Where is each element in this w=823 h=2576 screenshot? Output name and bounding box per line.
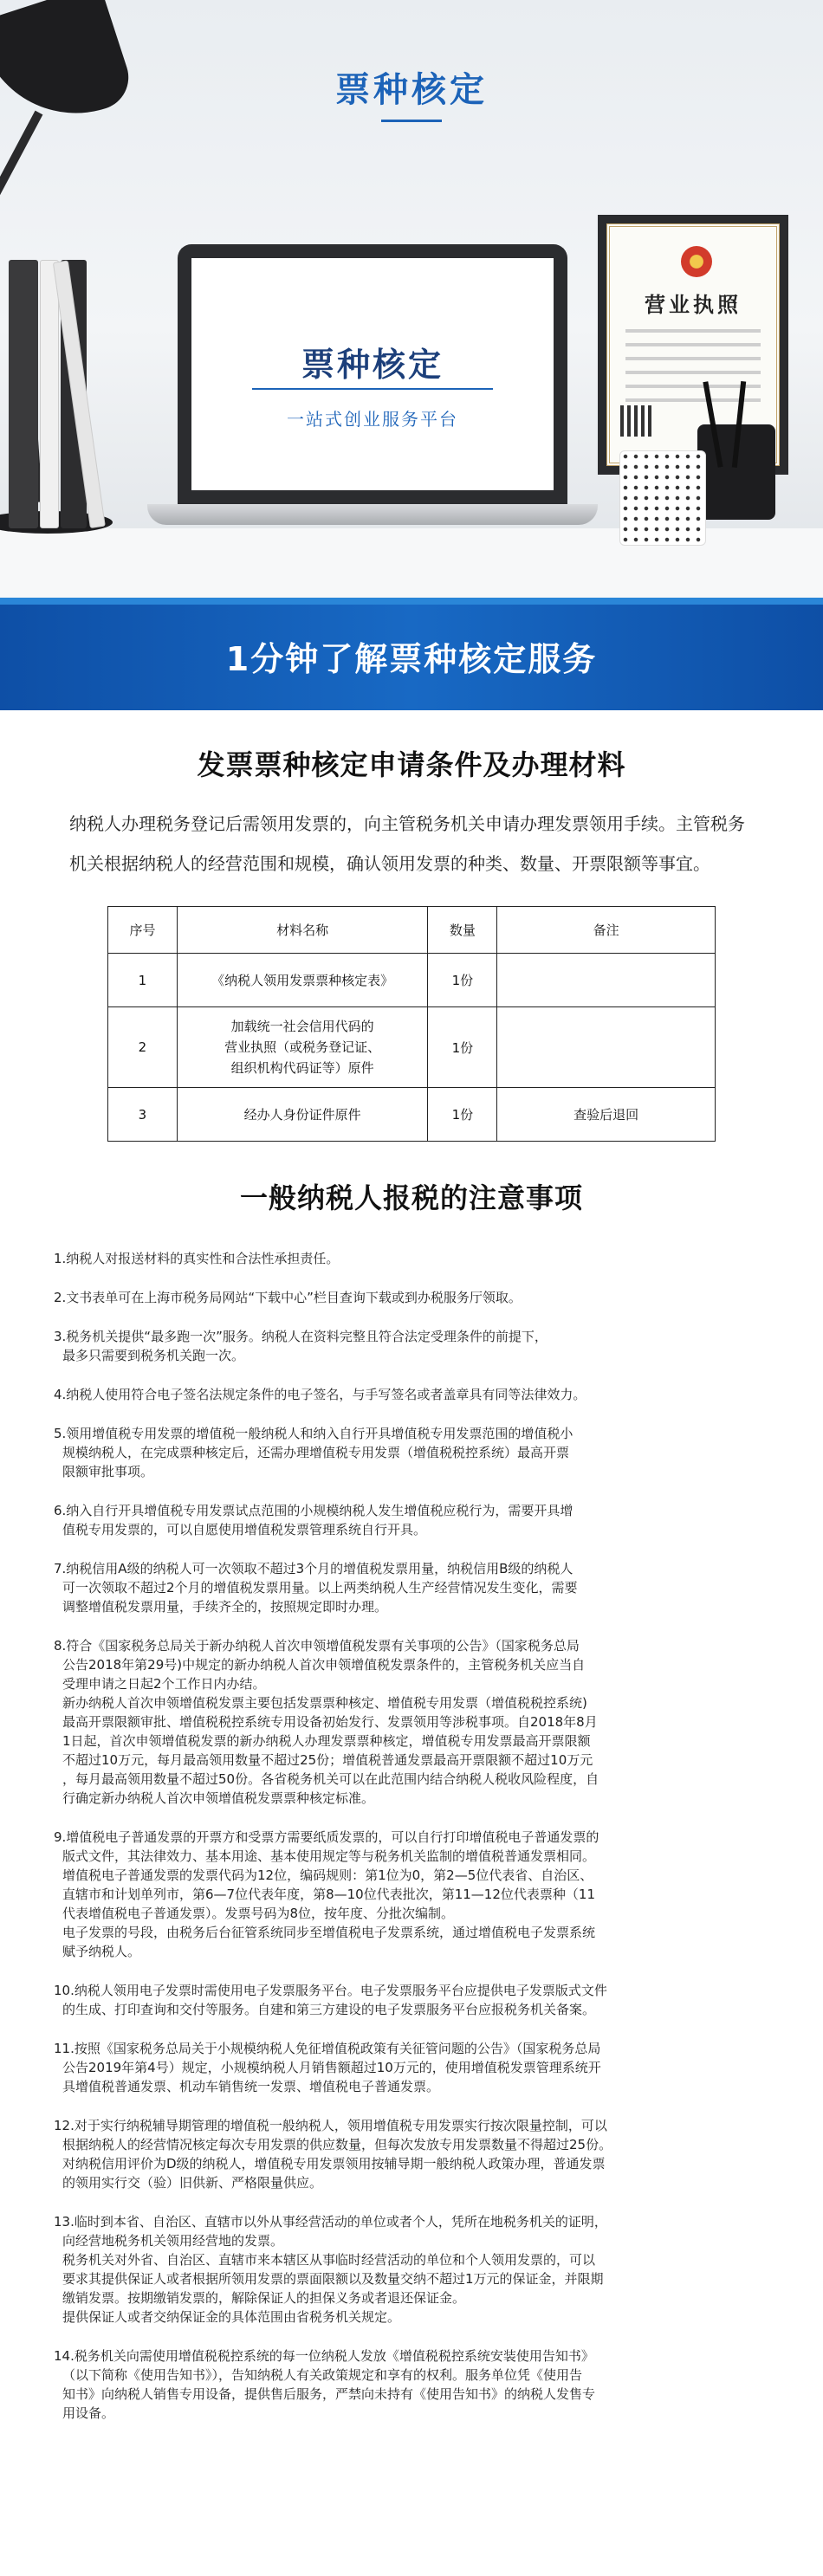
note-line: ，每月最高领用数量不超过50份。各省税务机关可以在此范围内结合纳税人税收风险程度，自 <box>62 1771 599 1787</box>
conditions-intro: 纳税人办理税务登记后需领用发票的，向主管税务机关申请办理发票领用手续。主管税务机关根据纳税人的经营范围和规模，确认领用发票的种类、数量、开票限额等事宜。 <box>69 813 745 874</box>
license-title: 营业执照 <box>645 292 742 317</box>
book <box>9 260 38 528</box>
laptop-screen-subtitle: 一站式创业服务平台 <box>287 409 458 430</box>
note-item <box>54 1559 773 1616</box>
note-line: 提供保证人或者交纳保证金的具体范围由省税务机关规定。 <box>62 2309 401 2325</box>
cell-remark: 查验后退回 <box>497 1088 716 1142</box>
desk-lamp-arm <box>0 111 42 283</box>
note-item <box>54 2116 773 2192</box>
section-banner <box>0 598 823 710</box>
cell-quantity: 1份 <box>428 1088 497 1142</box>
cell-remark <box>497 954 716 1007</box>
cell-index: 2 <box>108 1007 178 1088</box>
cell-quantity: 1份 <box>428 1007 497 1088</box>
note-line: 的领用实行交（验）旧供新、严格限量供应。 <box>62 2175 323 2191</box>
cell-line: 营业执照（或税务登记证、 <box>224 1039 381 1055</box>
note-line: 最多只需要到税务机关跑一次。 <box>62 1348 245 1363</box>
note-line: 要求其提供保证人或者根据所领用发票的票面限额以及数量交纳不超过1万元的保证金，并限期 <box>62 2271 604 2287</box>
note-line: 根据纳税人的经营情况核定每次专用发票的供应数量，但每次发放专用发票数量不得超过25份。 <box>62 2137 612 2152</box>
note-line: 电子发票的号段，由税务后台征管系统同步至增值税电子发票系统，通过增值税电子发票系统 <box>62 1925 596 1940</box>
note-line: 的生成、打印查询和交付等服务。自建和第三方建设的电子发票服务平台应报税务机关备案。 <box>62 2002 596 2017</box>
note-line: 14.税务机关向需使用增值税税控系统的每一位纳税人发放《增值税税控系统安装使用告知书》 <box>54 2348 594 2364</box>
laptop-illustration <box>178 244 567 504</box>
note-line: 值税专用发票的，可以自愿使用增值税发票管理系统自行开具。 <box>62 1522 427 1537</box>
note-line: 向经营地税务机关领用经营地的发票。 <box>62 2233 284 2249</box>
note-line: 最高开票限额审批、增值税税控系统专用设备初始发行、发票领用等涉税事项。自2018年8月 <box>62 1714 598 1730</box>
note-line: 6.纳入自行开具增值税专用发票试点范围的小规模纳税人发生增值税应税行为，需要开具增 <box>54 1503 574 1518</box>
note-item <box>54 1424 773 1481</box>
note-line: 公告2018年第29号)中规定的新办纳税人首次申领增值税发票条件的，主管税务机关应当自 <box>62 1657 586 1673</box>
note-line: 缴销发票。按期缴销发票的，解除保证人的担保义务或者退还保证金。 <box>62 2290 466 2306</box>
note-line: 11.按照《国家税务总局关于小规模纳税人免征增值税政策有关征管问题的公告》（国家税务总局 <box>54 2041 601 2056</box>
note-line: 调整增值税发票用量，手续齐全的，按照规定即时办理。 <box>62 1599 388 1615</box>
note-item <box>54 1385 773 1404</box>
note-line: 9.增值税电子普通发票的开票方和受票方需要纸质发票的，可以自行打印增值税电子普通发票的 <box>54 1829 599 1845</box>
table-row <box>108 1007 716 1088</box>
table-row <box>108 954 716 1007</box>
note-line: 代表增值税电子普通发票）。发票号码为8位，按年度、分批次编制。 <box>62 1906 455 1921</box>
notes-list <box>0 1249 823 2423</box>
note-item <box>54 1981 773 2019</box>
note-line: 不超过10万元，每月最高领用数量不超过25份；增值税普通发票最高开票限额不超过10万元 <box>62 1752 593 1768</box>
cell-index: 3 <box>108 1088 178 1142</box>
note-item <box>54 1288 773 1307</box>
note-line: 12.对于实行纳税辅导期管理的增值税一般纳税人，领用增值税专用发票实行按次限量控制，可以 <box>54 2118 607 2133</box>
note-line: 新办纳税人首次申领增值税发票主要包括发票票种核定、增值税专用发票（增值税税控系统) <box>62 1695 587 1711</box>
cell-line: 组织机构代码证等）原件 <box>230 1060 374 1076</box>
note-line: 受理申请之日起2个工作日内办结。 <box>62 1676 266 1692</box>
note-item <box>54 1636 773 1808</box>
note-line: 4.纳税人使用符合电子签名法规定条件的电子签名，与手写签名或者盖章具有同等法律效力。 <box>54 1387 586 1402</box>
note-line: 限额审批事项。 <box>62 1464 154 1479</box>
notes-section <box>0 1142 823 2423</box>
laptop-screen-divider <box>252 388 493 390</box>
banner-title: 1分钟了解票种核定服务 <box>225 640 598 678</box>
header-material: 材料名称 <box>177 907 428 954</box>
note-item <box>54 2039 773 2096</box>
note-line: 行确定新办纳税人首次申领增值税发票票种核定标准。 <box>62 1790 375 1806</box>
note-line: 2.文书表单可在上海市税务局网站“下载中心”栏目查询下载或到办税服务厅领取。 <box>54 1290 522 1305</box>
materials-table <box>107 906 716 1142</box>
note-line: 1.纳税人对报送材料的真实性和合法性承担责任。 <box>54 1251 340 1266</box>
hero-title-underline <box>381 120 442 122</box>
cell-material: 经办人身份证件原件 <box>177 1088 428 1142</box>
note-line: 3.税务机关提供“最多跑一次”服务。纳税人在资料完整且符合法定受理条件的前提下， <box>54 1329 548 1344</box>
national-emblem-icon <box>681 246 712 277</box>
table-row <box>108 1088 716 1142</box>
note-line: 13.临时到本省、自治区、直辖市以外从事经营活动的单位或者个人，凭所在地税务机关的证明， <box>54 2214 607 2230</box>
note-line: 1日起，首次申领增值税发票的新办纳税人办理发票票种核定，增值税专用发票最高开票限额 <box>62 1733 591 1749</box>
note-line: （以下简称《使用告知书》），告知纳税人有关政策规定和享有的权利。服务单位凭《使用告 <box>62 2367 583 2383</box>
laptop-display <box>191 258 554 490</box>
cell-material <box>177 1007 428 1088</box>
note-line: 7.纳税信用A级的纳税人可一次领取不超过3个月的增值税发票用量，纳税信用B级的纳税人 <box>54 1561 574 1576</box>
note-item <box>54 2346 773 2423</box>
cell-material: 《纳税人领用发票票种核定表》 <box>177 954 428 1007</box>
note-line: 版式文件，其法律效力、基本用途、基本使用规定等与税务机关监制的增值税普通发票相同。 <box>62 1848 596 1864</box>
note-line: 增值税电子普通发票的发票代码为12位，编码规则：第1位为0，第2—5位代表省、自治区、 <box>62 1867 593 1883</box>
laptop-screen-title: 票种核定 <box>301 346 444 384</box>
note-line: 知书》向纳税人销售专用设备，提供售后服务，严禁向未持有《使用告知书》的纳税人发售专 <box>62 2386 596 2402</box>
note-line: 赋予纳税人。 <box>62 1944 141 1959</box>
note-line: 具增值税普通发票、机动车销售统一发票、增值税电子普通发票。 <box>62 2079 440 2094</box>
book <box>40 260 59 528</box>
note-item <box>54 1327 773 1365</box>
qr-code-icon <box>620 405 651 437</box>
cell-index: 1 <box>108 954 178 1007</box>
note-item <box>54 1249 773 1268</box>
note-line: 可一次领取不超过2个月的增值税发票用量。以上两类纳税人生产经营情况发生变化，需要 <box>62 1580 578 1595</box>
header-remark: 备注 <box>497 907 716 954</box>
note-line: 10.纳税人领用电子发票时需使用电子发票服务平台。电子发票服务平台应提供电子发票版式文件 <box>54 1983 607 1998</box>
note-item <box>54 2212 773 2327</box>
cell-quantity: 1份 <box>428 954 497 1007</box>
note-line: 对纳税信用评价为D级的纳税人，增值税专用发票领用按辅导期一般纳税人政策办理，普通发票 <box>62 2156 606 2171</box>
conditions-title: 发票票种核定申请条件及办理材料 <box>197 748 626 781</box>
note-line: 规模纳税人，在完成票种核定后，还需办理增值税专用发票（增值税税控系统）最高开票 <box>62 1445 570 1460</box>
note-item <box>54 1501 773 1539</box>
note-line: 公告2019年第4号）规定，小规模纳税人月销售额超过10万元的，使用增值税发票管理系统开 <box>62 2060 601 2075</box>
notes-title: 一般纳税人报税的注意事项 <box>239 1181 583 1214</box>
cell-remark <box>497 1007 716 1088</box>
header-index: 序号 <box>108 907 178 954</box>
conditions-section <box>0 710 823 1142</box>
laptop-base <box>147 504 598 525</box>
header-quantity: 数量 <box>428 907 497 954</box>
table-header-row <box>108 907 716 954</box>
hero-title: 票种核定 <box>335 70 488 110</box>
note-line: 8.符合《国家税务总局关于新办纳税人首次申领增值税发票有关事项的公告》（国家税务总局 <box>54 1638 580 1654</box>
note-item <box>54 1828 773 1961</box>
hero-banner <box>0 0 823 598</box>
dotted-mug <box>619 450 706 546</box>
note-line: 直辖市和计划单列市，第6—7位代表年度，第8—10位代表批次，第11—12位代表票种（11 <box>62 1887 595 1902</box>
note-line: 5.领用增值税专用发票的增值税一般纳税人和纳入自行开具增值税专用发票范围的增值税小 <box>54 1426 574 1441</box>
cell-line: 加载统一社会信用代码的 <box>230 1019 374 1034</box>
note-line: 用设备。 <box>62 2405 115 2421</box>
note-line: 税务机关对外省、自治区、直辖市来本辖区从事临时经营活动的单位和个人领用发票的，可以 <box>62 2252 596 2268</box>
